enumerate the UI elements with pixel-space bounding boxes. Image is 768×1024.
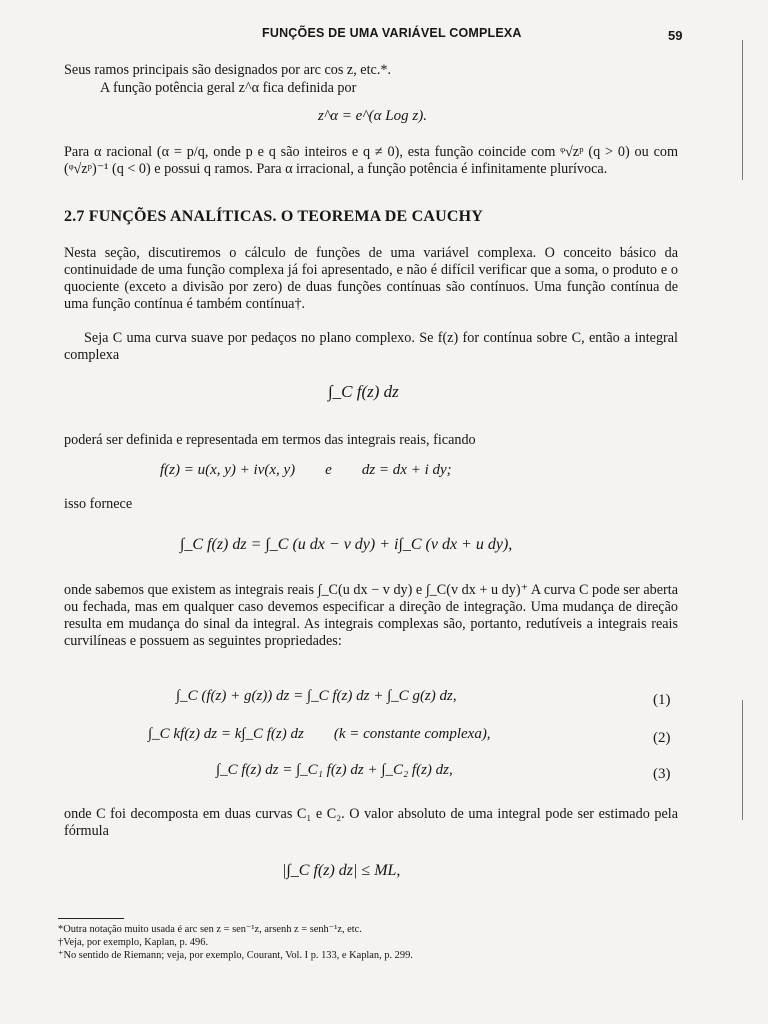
formula-integral: ∫_C f(z) dz [328, 382, 399, 401]
paragraph-gives: isso fornece [64, 496, 133, 512]
paragraph-properties: onde sabemos que existem as integrais reais ∫_C(u dx − v dy) e ∫_C(v dx + u dy)⁺ A curva C pode ser aberta ou fechada, mas em qualquer caso devemos especificar a direção de integração. Uma mudança de direção resulta em mudança do sinal da integral. As integrais complexas são, portanto, redutíveis a integrais reais curvilíneas e possuem as seguintes propriedades: [64, 582, 678, 649]
page-number: 59 [668, 28, 683, 43]
formula-u-v: f(z) = u(x, y) + iv(x, y) e dz = dx + i dy; [160, 462, 452, 478]
section-title: 2.7 FUNÇÕES ANALÍTICAS. O TEOREMA DE CAUCHY [64, 208, 484, 225]
equation-2-number: (2) [653, 730, 671, 746]
running-header: FUNÇÕES DE UMA VARIÁVEL COMPLEXA [262, 26, 522, 40]
formula-split: ∫_C f(z) dz = ∫_C (u dx − v dy) + i∫_C (v dx + u dy), [180, 536, 513, 553]
paragraph-continuity: Nesta seção, discutiremos o cálculo de funções de uma variável complexa. O conceito básico da continuidade de uma função complexa já foi apresentado, e não é difícil verificar que a soma, o produto e o quociente (exceto a divisão por zero) de duas funções contínuas são contínuos. Uma função contínua de uma função contínua é também contínua†. [64, 245, 678, 312]
paragraph-curve: Seja C uma curva suave por pedaços no plano complexo. Se f(z) for contínua sobre C, então a integral complexa [64, 330, 678, 363]
formula-estimate: |∫_C f(z) dz| ≤ ML, [282, 862, 401, 879]
equation-1: ∫_C (f(z) + g(z)) dz = ∫_C f(z) dz + ∫_C g(z) dz, [176, 688, 457, 704]
equation-1-number: (1) [653, 692, 671, 708]
equation-3: ∫_C f(z) dz = ∫_C₁ f(z) dz + ∫_C₂ f(z) dz, [216, 762, 453, 778]
intro-line: A função potência geral z^α fica definida por [100, 80, 357, 96]
paragraph-real-integrals: poderá ser definida e representada em termos das integrais reais, ficando [64, 432, 476, 448]
paragraph-rational: Para α racional (α = p/q, onde p e q são inteiros e q ≠ 0), esta função coincide com ᵠ√zᵖ (q > 0) ou com (ᵠ√zᵖ)⁻¹ (q < 0) e possui q ramos. Para α irracional, a função potência é infinitamente plurívoca. [64, 144, 678, 177]
formula-power: z^α = e^(α Log z). [318, 108, 427, 124]
scan-edge-mark [742, 700, 743, 820]
footnote-2: †Veja, por exemplo, Kaplan, p. 496. [58, 937, 209, 948]
equation-2: ∫_C kf(z) dz = k∫_C f(z) dz (k = constante complexa), [148, 726, 491, 742]
scan-edge-mark [742, 40, 743, 180]
footnote-1: *Outra notação muito usada é arc sen z = sen⁻¹z, arsenh z = senh⁻¹z, etc. [58, 924, 362, 935]
equation-3-number: (3) [653, 766, 671, 782]
intro-line: Seus ramos principais são designados por arc cos z, etc.*. [64, 62, 392, 78]
paragraph-decomposition: onde C foi decomposta em duas curvas C₁ e C₂. O valor absoluto de uma integral pode ser estimado pela fórmula [64, 806, 678, 839]
footnote-3: ⁺No sentido de Riemann; veja, por exemplo, Courant, Vol. I p. 133, e Kaplan, p. 299. [58, 950, 413, 961]
footnote-rule [58, 918, 124, 919]
